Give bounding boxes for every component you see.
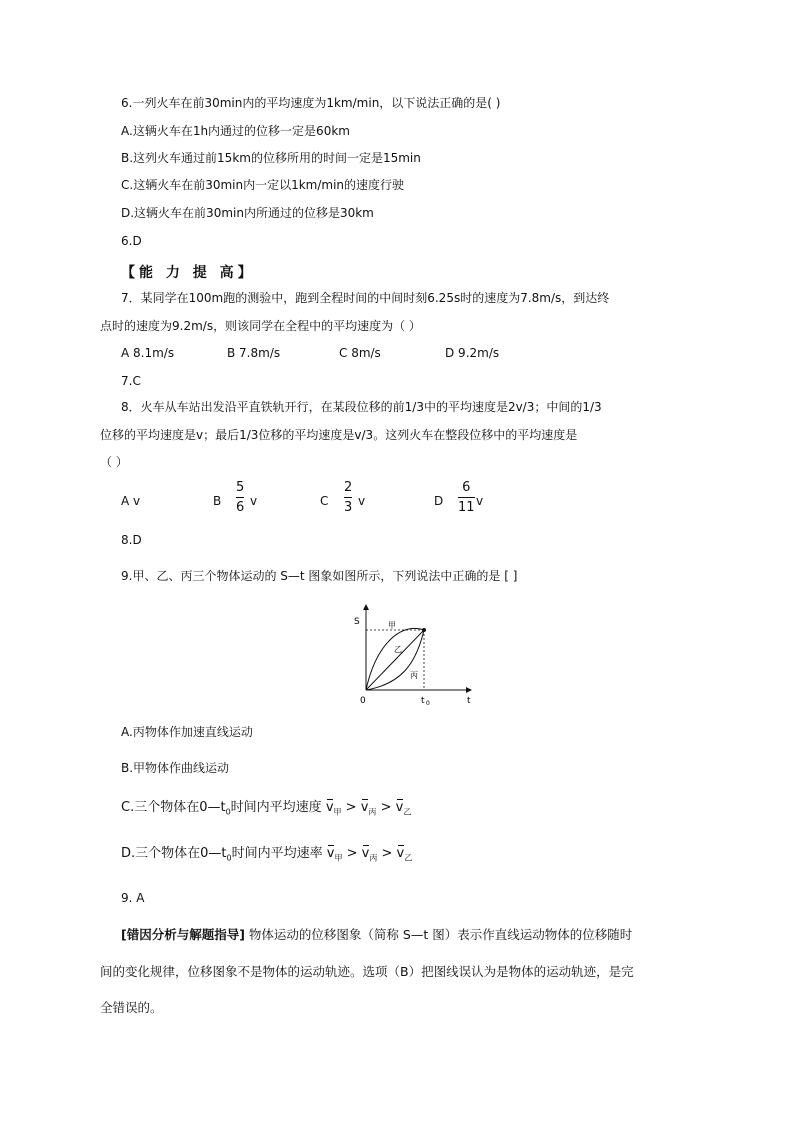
sub-yi: 乙 — [404, 853, 413, 863]
t0-label: t — [421, 696, 425, 706]
sub-bing: 丙 — [368, 807, 377, 817]
q6-stem: 6.一列火车在前30min内的平均速度为1km/min，以下说法正确的是( ) — [121, 96, 501, 110]
t-axis-arrow — [466, 687, 472, 693]
fraction-bar — [458, 497, 475, 498]
q6-option-a: A.这辆火车在1h内通过的位移一定是60km — [121, 124, 350, 138]
q9-option-d — [121, 846, 412, 867]
v-bar-jia: v — [325, 800, 334, 815]
q8-c-numerator: 2 — [344, 480, 353, 495]
q9-d-mid: 时间内平均速率 — [231, 846, 323, 861]
q7-option-b: B 7.8m/s — [227, 346, 281, 360]
q9-option-b: B.甲物体作曲线运动 — [121, 761, 230, 775]
q7-answer: 7.C — [121, 374, 141, 388]
q6-option-c: C.这辆火车在前30min内一定以1km/min的速度行驶 — [121, 178, 405, 192]
section-title: 【能 力 提 高】 — [121, 265, 256, 281]
s-axis-label: S — [354, 617, 360, 627]
analysis-line3: 全错误的。 — [100, 1000, 163, 1015]
t0-subscript: 0 — [426, 700, 430, 707]
intersection-point — [422, 628, 426, 632]
q9-d-prefix: D.三个物体在0—t — [121, 846, 227, 861]
q7-stem-line2: 点时的速度为9.2m/s，则该同学在全程中的平均速度为（ ） — [100, 319, 421, 333]
q8-c-denominator: 3 — [344, 500, 353, 515]
q8-d-denominator: 11 — [458, 500, 475, 515]
q9-option-a: A.丙物体作加速直线运动 — [121, 725, 253, 739]
q6-answer: 6.D — [121, 234, 142, 248]
v-bar-bing: v — [361, 846, 370, 861]
label-bing: 丙 — [410, 671, 418, 680]
q8-d-numerator: 6 — [462, 480, 471, 495]
q9-answer: 9. A — [121, 891, 145, 905]
q9-option-c — [121, 800, 411, 821]
gt-sign: > — [346, 846, 358, 861]
analysis-text-1: 物体运动的位移图象（简称 S—t 图）表示作直线运动物体的位移随时 — [244, 927, 633, 942]
line-yi — [366, 630, 424, 690]
v-bar-yi: v — [395, 800, 404, 815]
q9-c-t0-sub: 0 — [225, 807, 231, 817]
q8-stem-line2: 位移的平均速度是v；最后1/3位移的平均速度是v/3。这列火车在整段位移中的平均速度是 — [100, 428, 578, 442]
q9-d-t0-sub: 0 — [226, 853, 232, 863]
q8-option-b-unit: v — [250, 494, 258, 508]
analysis-line2: 间的变化规律，位移图象不是物体的运动轨迹。选项（B）把图线误认为是物体的运动轨迹，是完 — [100, 964, 634, 979]
sub-bing: 丙 — [369, 853, 378, 863]
q7-option-d: D 9.2m/s — [445, 346, 500, 360]
gt-sign: > — [345, 800, 357, 815]
gt-sign: > — [381, 846, 393, 861]
q9-stem: 9.甲、乙、丙三个物体运动的 S—t 图象如图所示，下列说法中正确的是 [ ] — [121, 569, 518, 583]
q8-option-c-label: C — [320, 494, 329, 508]
q8-answer: 8.D — [121, 533, 142, 547]
q8-stem-line3: （ ） — [100, 455, 128, 469]
q8-option-d-label: D — [434, 494, 444, 508]
q8-stem-line1: 8．火车从车站出发沿平直铁轨开行，在某段位移的前1/3中的平均速度是2v/3；中间的1/3 — [121, 400, 602, 414]
q6-option-b: B.这列火车通过前15km的位移所用的时间一定是15min — [121, 151, 421, 165]
analysis-line1 — [121, 927, 632, 943]
v-bar-jia: v — [326, 846, 335, 861]
q8-option-d-unit: v — [476, 494, 484, 508]
q8-option-d-fraction — [458, 480, 475, 515]
v-bar-yi: v — [396, 846, 405, 861]
q7-option-a: A 8.1m/s — [121, 346, 175, 360]
q8-option-c-fraction — [344, 480, 352, 515]
gt-sign: > — [380, 800, 392, 815]
analysis-label: [错因分析与解题指导] — [121, 927, 245, 942]
sub-jia: 甲 — [334, 853, 343, 863]
q8-b-numerator: 5 — [236, 480, 245, 495]
fraction-bar — [236, 497, 244, 498]
v-bar-bing: v — [360, 800, 369, 815]
q7-stem-line1: 7．某同学在100m跑的测验中，跑到全程时间的中间时刻6.25s时的速度为7.8m/s，到达终 — [121, 291, 610, 305]
q8-option-a: A v — [121, 494, 141, 508]
q8-option-c-unit: v — [358, 494, 366, 508]
origin-label: 0 — [360, 696, 366, 706]
fraction-bar — [344, 497, 352, 498]
q6-option-d: D.这辆火车在前30min内所通过的位移是30km — [121, 206, 374, 220]
s-axis-arrow — [363, 604, 369, 610]
sub-jia: 甲 — [333, 807, 342, 817]
q8-option-b-label: B — [213, 494, 222, 508]
t-axis-label: t — [467, 696, 471, 706]
q9-c-prefix: C.三个物体在0—t — [121, 800, 226, 815]
label-yi: 乙 — [394, 645, 402, 654]
q8-option-b-fraction — [236, 480, 244, 515]
q7-option-c: C 8m/s — [339, 346, 381, 360]
q9-c-mid: 时间内平均速度 — [230, 800, 322, 815]
sub-yi: 乙 — [403, 807, 412, 817]
s-t-graph — [346, 604, 476, 709]
q8-b-denominator: 6 — [236, 500, 245, 515]
label-jia: 甲 — [388, 621, 396, 630]
